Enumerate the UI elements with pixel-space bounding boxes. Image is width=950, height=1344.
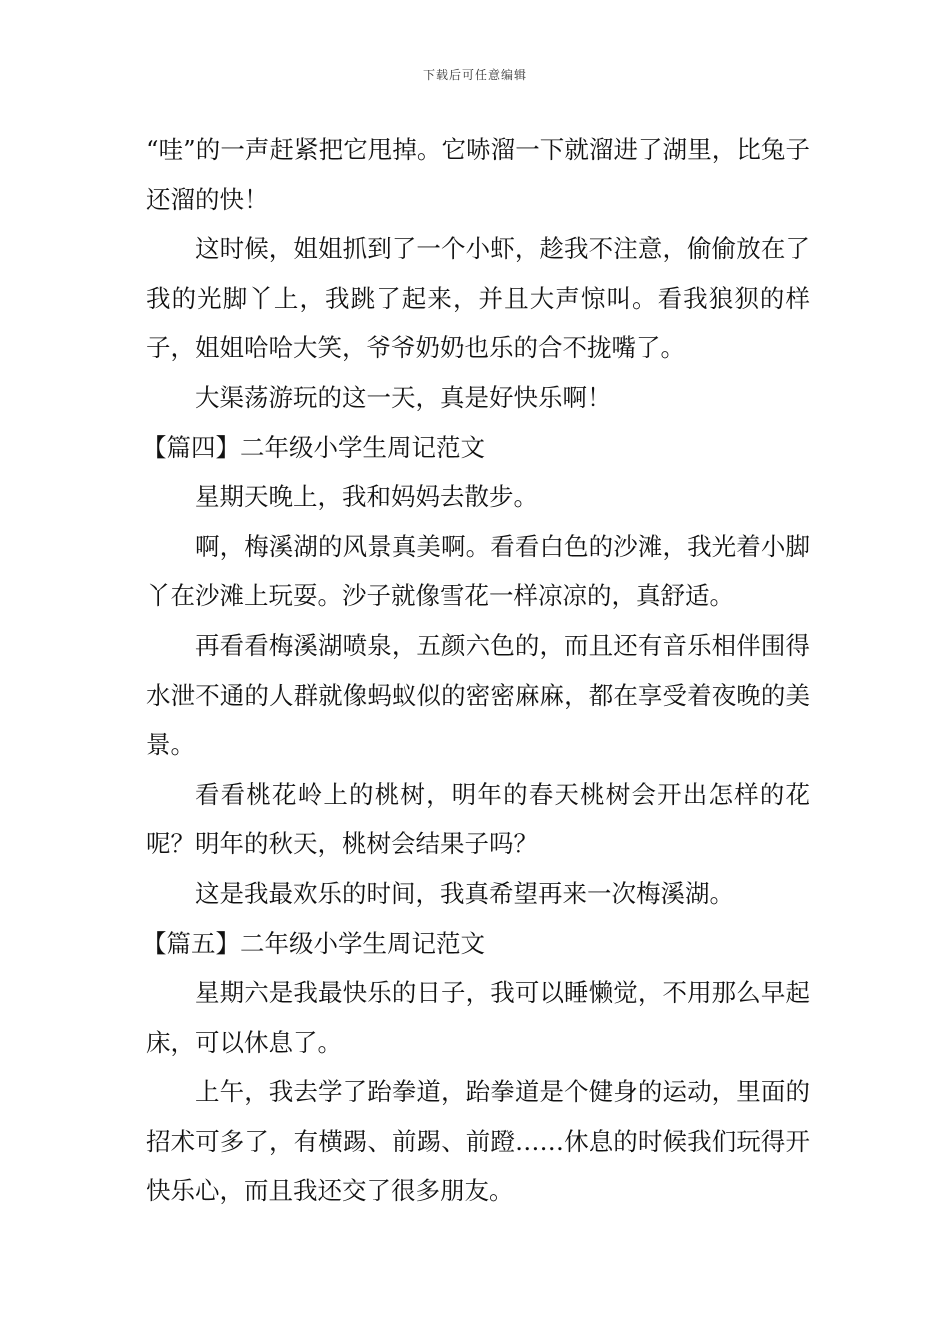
document-body [142, 125, 810, 1216]
paragraph: 啊，梅溪湖的风景真美啊。看看白色的沙滩，我光着小脚丫在沙滩上玩耍。沙子就像雪花一样凉凉的，真舒适。 [146, 531, 810, 611]
paragraph: 大渠荡游玩的这一天，真是好快乐啊！ [195, 382, 612, 412]
paragraph: 上午，我去学了跆拳道，跆拳道是个健身的运动，里面的招术可多了，有横踢、前踢、前蹬……休息的时候我们玩得开快乐心，而且我还交了很多朋友。 [146, 1077, 810, 1206]
paragraph: “哇”的一声赶紧把它甩掉。它哧溜一下就溜进了湖里，比兔子还溜的快！ [146, 135, 810, 214]
paragraph: 再看看梅溪湖喷泉，五颜六色的，而且还有音乐相伴围得水泄不通的人群就像蚂蚁似的密密麻麻，都在享受着夜晚的美景。 [146, 630, 810, 760]
paragraph: 星期六是我最快乐的日子，我可以睡懒觉，不用那么早起床，可以休息了。 [146, 978, 810, 1057]
page-header: 下载后可任意编辑 [422, 68, 527, 82]
paragraph: 这时候，姐姐抓到了一个小虾，趁我不注意，偷偷放在了我的光脚丫上，我跳了起来，并且大声惊叫。看我狼狈的样子，姐姐哈哈大笑，爷爷奶奶也乐的合不拢嘴了。 [146, 234, 810, 363]
section-heading: 【篇五】二年级小学生周记范文 [142, 928, 485, 958]
paragraph: 看看桃花岭上的桃树，明年的春天桃树会开出怎样的花呢？明年的秋天，桃树会结果子吗？ [146, 779, 810, 859]
section-heading: 【篇四】二年级小学生周记范文 [142, 432, 485, 462]
paragraph: 这是我最欢乐的时间，我真希望再来一次梅溪湖。 [195, 878, 734, 908]
paragraph: 星期天晚上，我和妈妈去散步。 [195, 482, 538, 512]
